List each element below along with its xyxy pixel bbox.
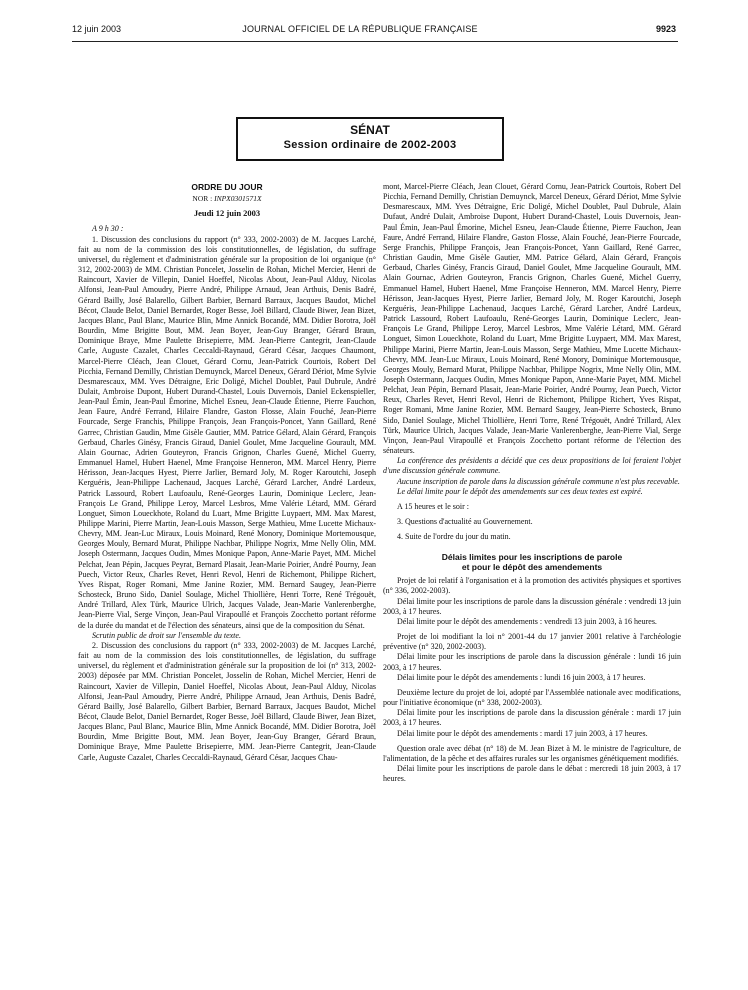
deadline-text-2-amendments: Délai limite pour le dépôt des amendements : lundi 16 juin 2003, à 17 heures. [397,672,646,682]
deadline-text-1-amendments: Délai limite pour le dépôt des amendements : vendredi 13 juin 2003, à 16 heures. [397,616,657,626]
afternoon-time: A 15 heures et le soir : [397,501,469,511]
agenda-item-3: 3. Questions d'actualité au Gouvernement. [397,517,533,526]
item-2-continuation: mont, Marcel-Pierre Cléach, Jean Clouet, Gérard Cornu, Jean-Patrick Courtois, Robert Del Picchia, Fernand Demilly, Christian Demuynck, Marcel Deneux, Gérard Dériot, Mme Sylvie Desmarescaux, MM. Yves Détraigne, Eric Doligé, Michel Doublet, Paul Dubrule, Alain Dufaut, André Dulait, Ambroise Dupont, Hubert Durand-Chastel, Louis Duvernois, Jean-Paul Émin, Jean-Paul Émorine, Michel Esneu, Jean-Claude Étienne, Pierre Fauchon, Jean Faure, André Ferrand, Hilaire Flandre, Gaston Flosse, Alain Fouché, Jean-Pierre Fourcade, Serge Franchis, Philippe François, Jean François-Poncet, Yann Gaillard, René Garrec, Christian Gaudin, Mme Gisèle Gautier, MM. Patrice Gélard, Alain Gérard, François Gerbaud, Charles Ginésy, Francis Giraud, Daniel Goulet, Mme Jacqueline Gourault, MM. Alain Gournac, Adrien Gouteyron, Francis Grignon, Charles Guené, Michel Guerry, Emmanuel Hamel, Hubert Haenel, Mme Françoise Henneron, MM. Marcel Henry, Pierre Hérisson, Jean-Jacques Hyest, Pierre Jarlier, Bernard Joly, M. Roger Karoutchi, Joseph Kerguéris, Jean-Philippe Lachenaud, Jacques Larché, Gérard Larcher, André Lardeux, Patrick Lassourd, Robert Laufoaulu, René-Georges Laurin, Dominique Leclerc, Jean-François Le Grand, Philippe Leroy, Marcel Lesbros, Mme Valérie Létard, MM. Gérard Longuet, Simon Loueckhote, Roland du Luart, Mme Brigitte Luypaert, MM. Max Marest, Philippe Marini, Pierre Martin, Jean-Louis Masson, Serge Mathieu, Mme Lucette Michaux-Chevry, MM. Jean-Luc Miraux, Louis Moinard, René Monory, Dominique Mortemousque, Georges Mouly, Bernard Murat, Philippe Nachbar, Philippe Nogrix, Mme Nelly Olin, MM. Joseph Ostermann, Jacques Oudin, Mmes Monique Papon, Anne-Marie Payet, MM. Michel Pelchat, Jean Pépin, Bernard Plasait, Jean-Marie Poirier, André Pourny, Jean Puech, Victor Reux, Charles Revet, Henri Revol, Henri de Richemont, Philippe Richert, Yves Rispat, Roger Romani, Mme Janine Rozier, MM. Bernard Saugey, Jean-Pierre Schosteck, Bruno Sido, Daniel Soulage, Michel Thiollière, Henri Torre, René Trégouët, André Trillard, Alex Türk, Maurice Ulrich, Jacques Valade, Jean-Marie Vanlerenberghe, Jean-Pierre Vial, Serge Vinçon, Jean-Paul Virapoullé et François Zocchetto portant réforme de l'élection des sénateurs. [383,182,681,456]
nor-code: INPX0301571X [214,194,262,204]
deadline-text-1-speakers: Délai limite pour les inscriptions de parole dans la discussion générale : vendredi 13 juin 2003, à 17 heures. [383,596,681,616]
header-date: 12 juin 2003 [72,24,122,34]
amendment-deadline-expired: Le délai limite pour le dépôt des amendements sur ces deux textes est expiré. [397,486,643,496]
agenda-item-1: 1. Discussion des conclusions du rapport (n° 333, 2002-2003) de M. Jacques Larché, fait au nom de la commission des lois constitutionnelles, de législation, du suffrage universel, du règlement et d'administration générale sur la proposition de loi organique (n° 312, 2002-2003) de MM. Christian Poncelet, Josselin de Rohan, Michel Mercier, Henri de Raincourt, Xavier de Villepin, Daniel Hoeffel, Nicolas About, Jean-Paul Alduy, Nicolas Alfonsi, Jean-Paul Amoudry, Pierre André, Philippe Arnaud, Jean Arthuis, Denis Badré, Gérard Bailly, José Balarello, Gilbert Barbier, Bernard Barraux, Jacques Baudot, Michel Bécot, Claude Belot, Daniel Bernardet, Roger Besse, Joël Billard, Claude Biwer, Jean Bizet, Jacques Blanc, Paul Blanc, Maurice Blin, Mme Annick Bocandé, MM. Didier Borotra, Joël Bourdin, Mme Brigitte Bout, MM. Jean Boyer, Jean-Guy Branger, Gérard Braun, Dominique Braye, Mme Paulette Brisepierre, MM. Jean-Pierre Cantegrit, Jean-Claude Carle, Auguste Cazalet, Charles Ceccaldi-Raynaud, Gérard César, Jacques Chaumont, Marcel-Pierre Cléach, Jean Clouet, Gérard Cornu, Jean-Patrick Courtois, Robert Del Picchia, Fernand Demilly, Christian Demuynck, Marcel Deneux, Gérard Dériot, Mme Sylvie Desmarescaux, MM. Yves Détraigne, Eric Doligé, Michel Doublet, Paul Dubrule, André Dulait, Ambroise Dupont, Hubert Durand-Chastel, Louis Duvernois, Daniel Eckenspieller, Jean-Paul Émin, Jean-Paul Émorine, Michel Esneu, Jean-Claude Étienne, Pierre Fauchon, Jean Faure, André Ferrand, Hilaire Flandre, Gaston Flosse, Alain Fouché, Jean-Pierre Fourcade, Serge Franchis, Philippe François, Jean François-Poncet, Yann Gaillard, René Garrec, Christian Gaudin, Mme Gisèle Gautier, MM. Patrice Gélard, Alain Gérard, François Gerbaud, Charles Ginésy, Francis Giraud, Daniel Goulet, Mme Jacqueline Gourault, MM. Alain Gournac, Adrien Gouteyron, Francis Grignon, Charles Guené, Michel Guerry, Emmanuel Hamel, Hubert Haenel, Mme Françoise Henneron, MM. Marcel Henry, Pierre Hérisson, Jean-Jacques Hyest, Pierre Jarlier, Bernard Joly, M. Roger Karoutchi, Joseph Kerguéris, Jean-Philippe Lachenaud, Jacques Larché, Gérard Larcher, André Lardeux, Patrick Lassourd, Robert Laufoaulu, René-Georges Laurin, Dominique Leclerc, Jean-François Le Grand, Philippe Leroy, Marcel Lesbros, Mme Valérie Létard, MM. Gérard Longuet, Simon Loueckhote, Roland du Luart, Mme Brigitte Luypaert, MM. Max Marest, Philippe Marini, Pierre Martin, Jean-Louis Masson, Serge Mathieu, Mme Lucette Michaux-Chevry, MM. Jean-Luc Miraux, Louis Moinard, René Monory, Dominique Mortemousque, Georges Mouly, Bernard Murat, Philippe Nachbar, Philippe Nogrix, Mme Nelly Olin, MM. Joseph Ostermann, Jacques Oudin, Mmes Monique Papon, Anne-Marie Payet, MM. Michel Pelchat, Jean Pépin, Jacques Peyrat, Bernard Plasait, Jean-Marie Poirier, André Pourny, Jean Puech, Victor Reux, Charles Revet, Henri Revol, Henri de Richemont, Philippe Richert, Yves Rispat, Roger Romani, Mme Janine Rozier, MM. Bernard Saugey, Jean-Pierre Schosteck, Bruno Sido, Daniel Soulage, Michel Thiollière, Henri Torre, René Trégouët, André Trillard, Alex Türk, Maurice Ulrich, Jacques Valade, Jean-Marie Vanlerenberghe, Jean-Pierre Vial, Serge Vinçon, Jean-Paul Virapoullé et François Zocchetto portant réforme de la durée du mandat et de l'élection des sénateurs, ainsi que de la composition du Sénat. [78,234,376,630]
left-column [78,178,376,763]
session-subtitle: Session ordinaire de 2002-2003 [283,139,457,151]
morning-time: A 9 h 30 : [92,224,124,234]
deadline-text-3-speakers: Délai limite pour les inscriptions de parole dans la discussion générale : mardi 17 juin 2003, à 17 heures. [383,708,681,728]
header-rule [72,41,678,42]
deadline-text-4-speakers: Délai limite pour les inscriptions de parole dans le débat : mercredi 18 juin 2003, à 17 heures. [383,763,681,784]
agenda-date: Jeudi 12 juin 2003 [193,208,261,219]
deadline-text-2-title: Projet de loi modifiant la loi n° 2001-44 du 17 janvier 2001 relative à l'archéologie préventive (n° 320, 2002-2003). [383,632,681,652]
header-journal-title: JOURNAL OFFICIEL DE LA RÉPUBLIQUE FRANÇAISE [242,24,478,34]
scrutin-note: Scrutin public de droit sur l'ensemble du texte. [92,630,241,640]
deadline-text-2-speakers: Délai limite pour les inscriptions de parole dans la discussion générale : lundi 16 juin 2003, à 17 heures. [383,652,681,672]
agenda-item-4: 4. Suite de l'ordre du jour du matin. [397,532,511,542]
header-page-number: 9923 [655,24,676,34]
nor-label: NOR : [192,194,213,204]
page-header [72,24,676,38]
deadline-text-3-amendments: Délai limite pour le dépôt des amendements : mardi 17 juin 2003, à 17 heures. [397,728,648,738]
deadline-text-4-title: Question orale avec débat (n° 18) de M. Jean Bizet à M. le ministre de l'agriculture, de l'alimentation, de la pêche et des affaires rurales sur les organismes génétiquement modifiés. [383,743,681,763]
deadline-text-3-title: Deuxième lecture du projet de loi, adopté par l'Assemblée nationale avec modifications, pour l'initiative économique (n° 338, 2002-2003). [383,687,681,708]
deadlines-heading-line-1: Délais limites pour les inscriptions de parole [441,552,623,563]
agenda-item-2: 2. Discussion des conclusions du rapport (n° 333, 2002-2003) de M. Jacques Larché, fait au nom de la commission des lois constitutionnelles, de législation, du suffrage universel, du règlement et d'administration générale sur la proposition de loi (n° 313, 2002-2003) déposée par MM. Christian Poncelet, Josselin de Rohan, Michel Mercier, Henri de Raincourt, Xavier de Villepin, Daniel Hoeffel, Nicolas About, Jean-Paul Alduy, Nicolas Alfonsi, Jean-Paul Amoudry, Pierre André, Philippe Arnaud, Jean Arthuis, Denis Badré, Gérard Bailly, José Balarello, Gilbert Barbier, Bernard Barraux, Jacques Baudot, Michel Bécot, Claude Belot, Daniel Bernardet, Roger Besse, Joël Billard, Claude Biwer, Jean Bizet, Jacques Blanc, Paul Blanc, Maurice Blin, Mme Annick Bocandé, MM. Didier Borotra, Joël Bourdin, Mme Brigitte Bout, MM. Jean Boyer, Jean-Guy Branger, Gérard Braun, Dominique Braye, Mme Paulette Brisepierre, MM. Jean-Pierre Cantegrit, Jean-Claude Carle, Auguste Cazalet, Charles Ceccaldi-Raynaud, Gérard César, Jacques Chau- [78,640,376,762]
agenda-heading: ORDRE DU JOUR [191,182,263,192]
no-registration-note: Aucune inscription de parole dans la discussion générale commune n'est plus recevable. [397,476,680,486]
deadlines-heading [383,552,681,572]
chamber-title: SÉNAT [350,123,390,137]
nor-line [78,194,376,204]
conference-decision: La conférence des présidents a décidé que ces deux propositions de loi feraient l'objet d'une discussion générale commune. [383,456,681,476]
deadline-text-1-title: Projet de loi relatif à l'organisation et à la promotion des activités physiques et sportives (n° 336, 2002-2003). [383,576,681,596]
right-column [383,182,681,784]
title-box [236,117,504,161]
deadlines-heading-line-2: et pour le dépôt des amendements [461,562,603,573]
